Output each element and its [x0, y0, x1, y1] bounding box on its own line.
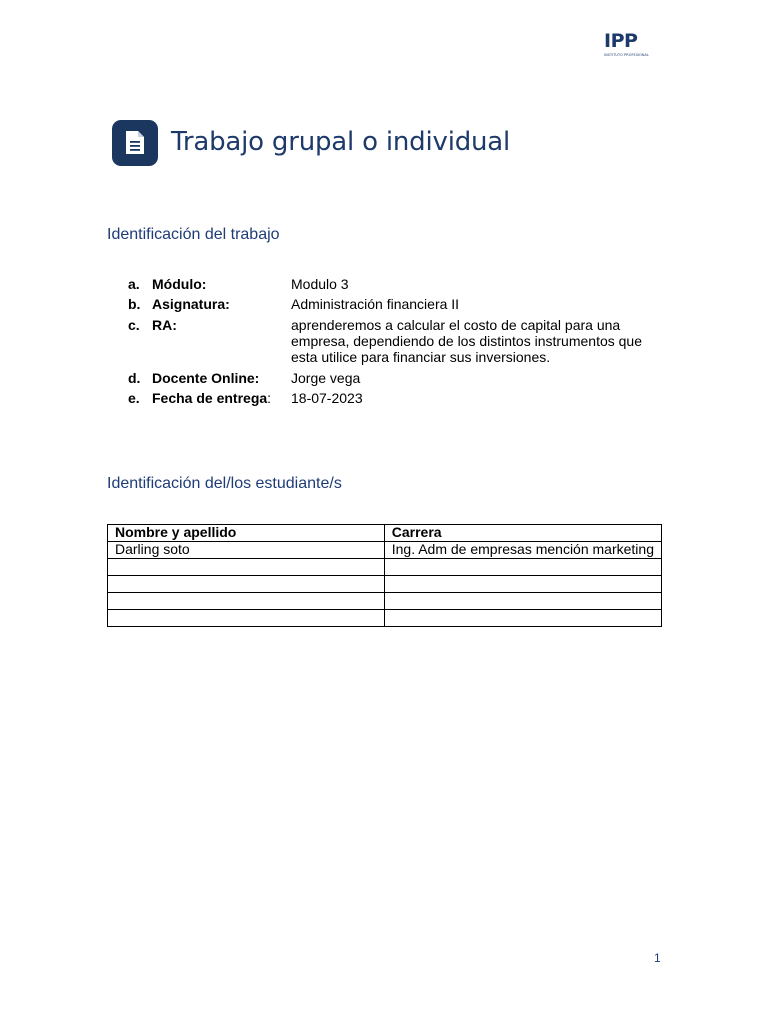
table-cell [108, 610, 385, 627]
students-table [107, 524, 662, 627]
table-header-row [108, 525, 662, 542]
table-row [108, 559, 662, 576]
table-row [108, 542, 662, 559]
info-value: Administración financiera II [291, 296, 460, 312]
table-cell [384, 593, 661, 610]
info-value: aprenderemos a calcular el costo de capital para una empresa, dependiendo de los distintos instrumentos que esta utilice para financiar sus inversiones. [291, 317, 642, 365]
info-label: Módulo: [152, 276, 207, 292]
document-icon [112, 120, 158, 166]
info-letter: a. [128, 276, 140, 292]
info-letter: e. [128, 390, 140, 406]
table-row [108, 593, 662, 610]
info-value: 18-07-2023 [291, 390, 363, 406]
info-value: Jorge vega [291, 370, 361, 386]
table-cell: Ing. Adm de empresas mención marketing [384, 542, 661, 559]
table-row [108, 576, 662, 593]
info-label: Asignatura: [152, 296, 230, 312]
info-letter: d. [128, 370, 141, 386]
logo-subtitle: INSTITUTO PROFESIONAL [604, 53, 649, 57]
info-letter: b. [128, 296, 141, 312]
logo-text: IPP [604, 30, 638, 52]
table-cell [108, 576, 385, 593]
students-heading: Identificación del/los estudiante/s [107, 475, 342, 492]
table-cell [108, 593, 385, 610]
column-header-career: Carrera [384, 525, 661, 542]
info-letter: c. [128, 317, 140, 333]
table-row [108, 610, 662, 627]
table-cell [384, 610, 661, 627]
info-label: Fecha de entrega: [152, 390, 272, 406]
table-cell: Darling soto [108, 542, 385, 559]
table-cell [384, 559, 661, 576]
document-title: Trabajo grupal o individual [171, 127, 511, 157]
info-label: RA: [152, 317, 177, 333]
info-value: Modulo 3 [291, 276, 349, 292]
ipp-logo [604, 31, 652, 61]
column-header-name: Nombre y apellido [108, 525, 385, 542]
page-number: 1 [654, 951, 661, 965]
work-identification-heading: Identificación del trabajo [107, 226, 280, 243]
table-cell [108, 559, 385, 576]
table-cell [384, 576, 661, 593]
info-label: Docente Online: [152, 370, 260, 386]
